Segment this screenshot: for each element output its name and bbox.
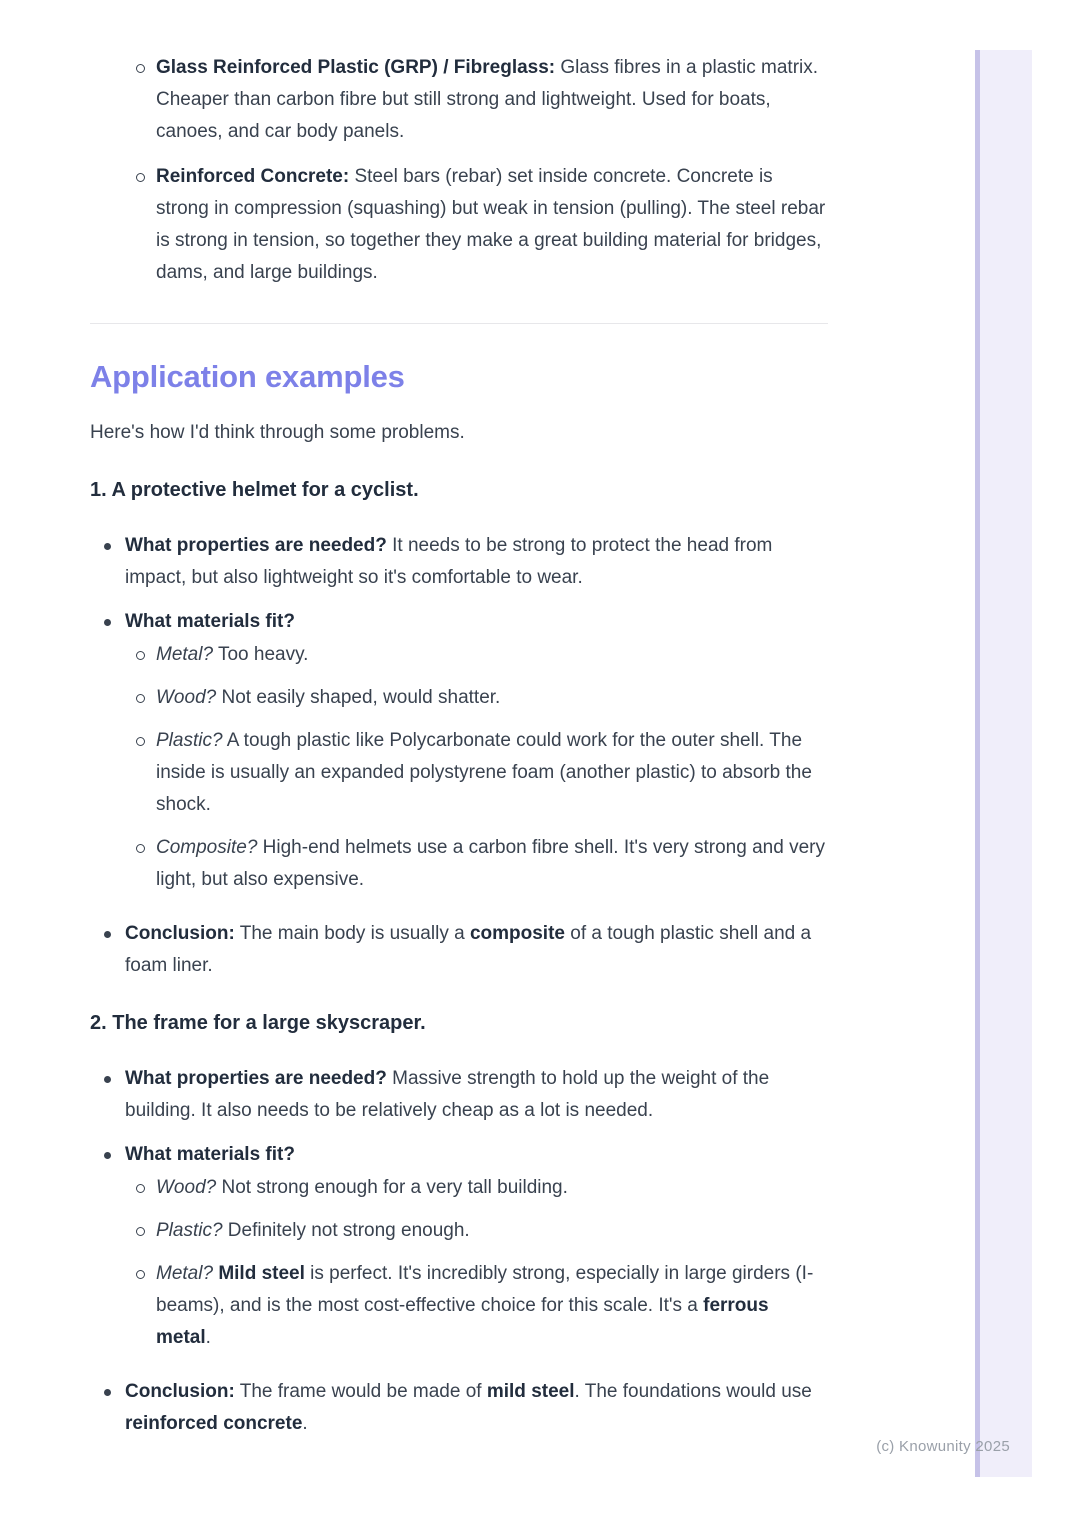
materials-bullet — [90, 606, 828, 896]
item-text: . — [302, 1413, 308, 1434]
section-heading: Application examples — [90, 359, 405, 394]
conclusion-bullet — [90, 1376, 828, 1440]
item-text: Massive strength to hold up the weight of the building. It also needs to be relatively cheap as a lot is needed. — [125, 1068, 770, 1121]
item-lead: What properties are needed? — [125, 1068, 387, 1089]
section-intro: Here's how I'd think through some problems. — [90, 422, 465, 443]
item-lead: Glass Reinforced Plastic (GRP) / Fibreglass: — [156, 57, 556, 78]
page-content — [90, 0, 828, 1440]
item-text: of a tough plastic shell and a foam liner. — [125, 923, 812, 976]
item-lead: Plastic? — [156, 1220, 223, 1241]
material-item-wood — [125, 1172, 828, 1204]
list-item-reinforced-concrete — [90, 161, 828, 289]
item-text: Not easily shaped, would shatter. — [216, 687, 501, 708]
item-text: Too heavy. — [213, 644, 309, 665]
item-text-emphasis: ferrous metal — [156, 1295, 769, 1348]
item-lead: What properties are needed? — [125, 535, 387, 556]
example-2-list — [90, 1063, 828, 1440]
materials-bullet — [90, 1139, 828, 1354]
properties-bullet — [90, 530, 828, 594]
item-text-emphasis: reinforced concrete — [125, 1413, 303, 1434]
example-1-list — [90, 530, 828, 982]
properties-bullet — [90, 1063, 828, 1127]
item-text: . The foundations would use — [574, 1381, 812, 1402]
composites-examples-list — [90, 52, 828, 289]
item-lead: Composite? — [156, 837, 258, 858]
item-lead: Plastic? — [156, 730, 223, 751]
materials-sublist — [125, 639, 828, 896]
material-item-wood — [125, 682, 828, 714]
item-lead: Wood? — [156, 687, 217, 708]
item-text: The main body is usually a — [234, 923, 470, 944]
item-text: is perfect. It's incredibly strong, especially in large girders (I-beams), and is the most cost-effective choice for this scale. It's a — [156, 1263, 814, 1316]
item-text-emphasis: composite — [469, 923, 565, 944]
example-1-title: 1. A protective helmet for a cyclist. — [90, 479, 419, 501]
material-item-metal — [125, 639, 828, 671]
conclusion-bullet — [90, 918, 828, 982]
item-lead: Wood? — [156, 1177, 217, 1198]
item-lead: Conclusion: — [125, 1381, 235, 1402]
item-text: Glass fibres in a plastic matrix. Cheaper than carbon fibre but still strong and lightweight. Used for boats, canoes, and car body panels. — [156, 57, 819, 142]
item-text-emphasis: mild steel — [486, 1381, 575, 1402]
item-text: High-end helmets use a carbon fibre shell. It's very strong and very light, but also expensive. — [156, 837, 825, 890]
side-rail — [975, 50, 1032, 1477]
item-lead: Metal? — [156, 644, 214, 665]
section-divider — [90, 323, 828, 324]
copyright-text: (c) Knowunity 2025 — [876, 1438, 1010, 1455]
item-lead: What materials fit? — [125, 611, 295, 632]
item-text: The frame would be made of — [234, 1381, 487, 1402]
item-lead: What materials fit? — [125, 1144, 295, 1165]
item-text: . — [205, 1327, 211, 1348]
item-text-emphasis: Mild steel — [218, 1263, 305, 1284]
example-2-title: 2. The frame for a large skyscraper. — [90, 1012, 426, 1034]
item-lead: Conclusion: — [125, 923, 235, 944]
item-lead: Reinforced Concrete: — [156, 166, 350, 187]
item-text: It needs to be strong to protect the head from impact, but also lightweight so it's comfortable to wear. — [125, 535, 773, 588]
item-text: Steel bars (rebar) set inside concrete. Concrete is strong in compression (squashing) but weak in tension (pulling). The steel rebar is strong in tension, so together they make a great building material for bridges, dams, and large buildings. — [156, 166, 826, 283]
item-text: Not strong enough for a very tall building. — [216, 1177, 568, 1198]
material-item-plastic — [125, 1215, 828, 1247]
list-item-grp-fibreglass — [90, 52, 828, 148]
material-item-plastic — [125, 725, 828, 821]
materials-sublist — [125, 1172, 828, 1354]
material-item-composite — [125, 832, 828, 896]
item-lead: Metal? — [156, 1263, 214, 1284]
material-item-metal — [125, 1258, 828, 1354]
item-text: Definitely not strong enough. — [222, 1220, 470, 1241]
item-text: A tough plastic like Polycarbonate could work for the outer shell. The inside is usually an expanded polystyrene foam (another plastic) to absorb the shock. — [156, 730, 812, 815]
